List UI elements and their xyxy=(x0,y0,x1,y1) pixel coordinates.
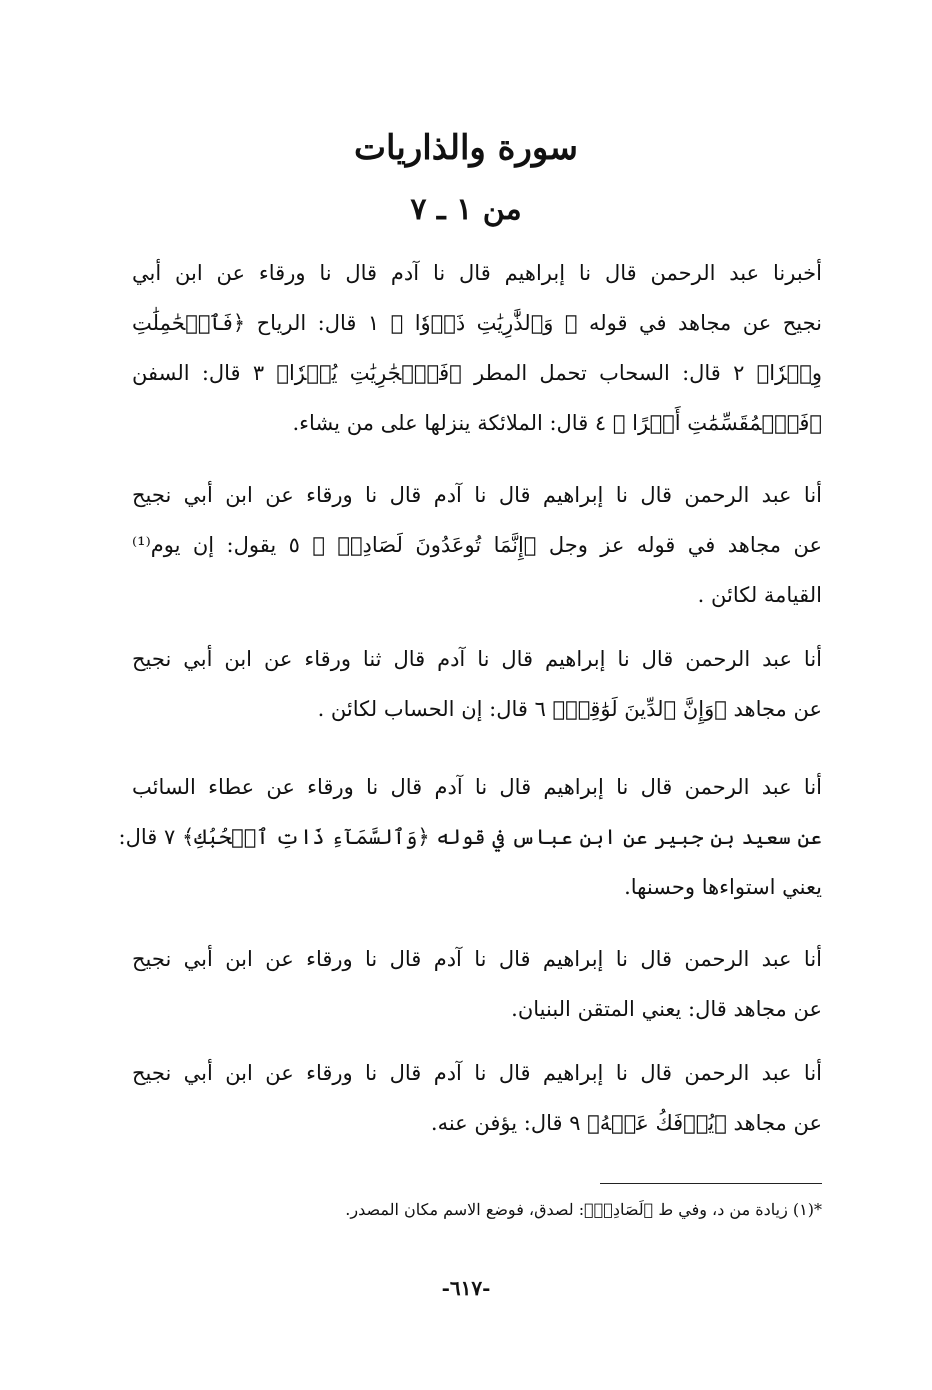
text-line: أنا عبد الرحمن قال نا إبراهيم قال نا آدم قال نا ورقاء عن ابن أبي نجيح xyxy=(132,1061,822,1085)
text-line: أنا عبد الرحمن قال نا إبراهيم قال نا آدم قال نا ورقاء عن ابن أبي نجيح xyxy=(132,947,822,971)
paragraph-1 xyxy=(132,248,822,448)
paragraph-3 xyxy=(132,634,822,734)
text-line: عن مجاهد في قوله عز وجل ﴿إِنَّمَا تُوعَدُونَ لَصَادِقٞ ﴾ ٥ يقول: إن يوم⁽¹⁾ xyxy=(132,533,822,557)
text-line: وِقۡرٗا﴾ ٢ قال: السحاب تحمل المطر ﴿فَٱلۡجَٰرِيَٰتِ يُسۡرٗا﴾ ٣ قال: السفن xyxy=(132,361,822,385)
text-line: أنا عبد الرحمن قال نا إبراهيم قال نا آدم قال نا ورقاء عن ابن أبي نجيح xyxy=(132,483,822,507)
paragraph-2 xyxy=(132,470,822,620)
page-number: -٦١٧- xyxy=(441,1276,491,1300)
paragraph-6 xyxy=(132,1048,822,1148)
text-line: عن مجاهد قال: يعني المتقن البنيان. xyxy=(511,997,822,1021)
text-line: أنا عبد الرحمن قال نا إبراهيم قال نا آدم قال نا ورقاء عن عطاء السائب xyxy=(132,775,822,799)
surah-title: سورة والذاريات xyxy=(354,128,578,168)
text-line: عن مجاهد ﴿يُؤۡفَكُ عَنۡهُ﴾ ٩ قال: يؤفن عنه. xyxy=(430,1111,822,1135)
text-line: القيامة لكائن . xyxy=(697,583,822,607)
paragraph-4 xyxy=(118,762,822,912)
paragraph-5 xyxy=(132,934,822,1034)
text-line: أنا عبد الرحمن قال نا إبراهيم قال نا آدم قال ثنا ورقاء عن ابن أبي نجيح xyxy=(132,647,822,671)
text-line: عن سعيد بن جبير عن ابن عباس في قوله ﴿وَٱلسَّمَآءِ ذَاتِ ٱلۡحُبُكِ﴾ ٧ قال: xyxy=(118,825,822,849)
verse-range: من ١ ـ ٧ xyxy=(410,192,522,227)
footnote: *(١) زيادة من د، وفي ط ﴿لَصَادِقٞ﴾: لصدق، فوضع الاسم مكان المصدر. xyxy=(345,1200,822,1219)
text-line: عن مجاهد ﴿وَإِنَّ ٱلدِّينَ لَوَٰقِعٞ﴾ ٦ قال: إن الحساب لكائن . xyxy=(317,697,822,721)
text-line: نجيح عن مجاهد في قوله ﴿ وَٱلذَّٰرِيَٰتِ ذَرۡوٗا ﴾ ١ قال: الرياح ﴿فَٱلۡحَٰمِلَٰتِ xyxy=(132,311,822,335)
text-line: أخبرنا عبد الرحمن قال نا إبراهيم قال نا آدم قال نا ورقاء عن ابن أبي xyxy=(132,261,822,285)
text-line: ﴿فَٱلۡمُقَسِّمَٰتِ أَمۡرًا ﴾ ٤ قال: الملائكة ينزلها على من يشاء. xyxy=(292,411,822,435)
text-line: يعني استواءها وحسنها. xyxy=(624,875,822,899)
footnote-divider xyxy=(600,1183,822,1184)
